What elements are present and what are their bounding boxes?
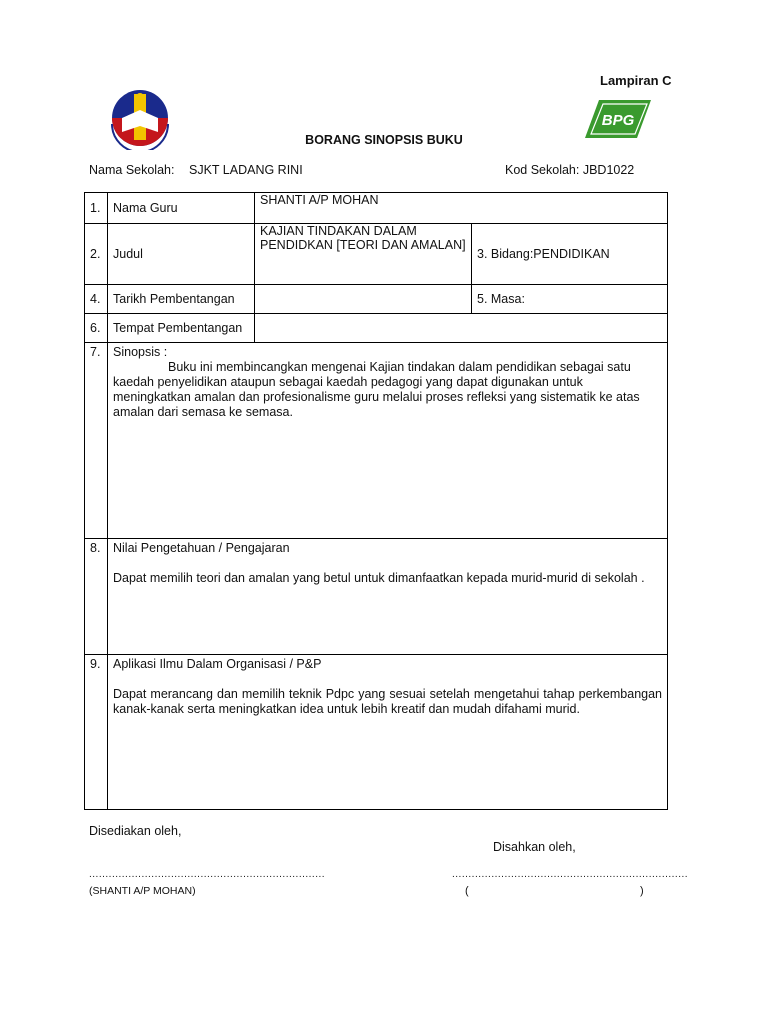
presentation-date-value <box>255 285 472 314</box>
field-value: 3. Bidang:PENDIDIKAN <box>472 224 668 285</box>
signature-line-right: ........................................................................ <box>452 869 689 880</box>
signature-line-left: ........................................................................ <box>89 869 326 880</box>
form-title: BORANG SINOPSIS BUKU <box>305 133 463 147</box>
approved-by-label: Disahkan oleh, <box>493 840 576 854</box>
synopsis-text: kaedah penyelidikan ataupun sebagai kaedah pedagogi yang dapat digunakan untuk meningkatkan amalan dan profesionalisme guru melalui proses refleksi yang sistematik ke atas amalan dari semasa ke semasa. <box>113 375 640 419</box>
row-number: 6. <box>85 314 108 343</box>
presentation-place-value <box>255 314 668 343</box>
knowledge-value-cell <box>108 539 668 655</box>
row-number: 4. <box>85 285 108 314</box>
teacher-name-value: SHANTI A/P MOHAN <box>255 193 668 224</box>
appendix-label: Lampiran C <box>600 73 672 88</box>
approver-name-open-paren: ( <box>465 885 469 897</box>
row-number: 9. <box>85 655 108 810</box>
row-number: 1. <box>85 193 108 224</box>
knowledge-application-text: Dapat merancang dan memilih teknik Pdpc yang sesuai setelah mengetahui tahap perkembangan kanak-kanak serta meningkatkan idea untuk lebih kreatif dan mudah difahami murid. <box>113 687 663 716</box>
row-label: Tarikh Pembentangan <box>108 285 255 314</box>
school-name-label: Nama Sekolah: <box>89 163 175 177</box>
approver-name-close-paren: ) <box>640 885 644 897</box>
row-label: Tempat Pembentangan <box>108 314 255 343</box>
synopsis-form-table <box>84 192 668 810</box>
row-number: 2. <box>85 224 108 285</box>
row-label: Judul <box>108 224 255 285</box>
row-label: Nama Guru <box>108 193 255 224</box>
knowledge-value-text: Dapat memilih teori dan amalan yang betul untuk dimanfaatkan kepada murid-murid di sekolah . <box>113 571 645 585</box>
prepared-by-label: Disediakan oleh, <box>89 824 182 838</box>
bpg-logo-text: BPG <box>601 112 635 129</box>
synopsis-cell <box>108 343 668 539</box>
row-synopsis <box>85 343 668 539</box>
school-name-value: SJKT LADANG RINI <box>189 163 303 177</box>
synopsis-label: Sinopsis : <box>113 345 168 359</box>
row-presentation-date <box>85 285 668 314</box>
row-knowledge-application <box>85 655 668 810</box>
knowledge-value-label: Nilai Pengetahuan / Pengajaran <box>113 541 290 555</box>
knowledge-application-label: Aplikasi Ilmu Dalam Organisasi / P&P <box>113 657 322 671</box>
synopsis-first-line: Buku ini membincangkan mengenai Kajian tindakan dalam pendidikan sebagai satu <box>168 360 631 374</box>
row-presentation-place <box>85 314 668 343</box>
book-title-value: KAJIAN TINDAKAN DALAM PENDIDKAN [TEORI DAN AMALAN] <box>255 224 472 285</box>
row-title <box>85 224 668 285</box>
preparer-name: (SHANTI A/P MOHAN) <box>89 885 196 897</box>
row-number: 8. <box>85 539 108 655</box>
row-knowledge-value <box>85 539 668 655</box>
knowledge-application-cell <box>108 655 668 810</box>
school-code: Kod Sekolah: JBD1022 <box>505 163 635 177</box>
presentation-time-label: 5. Masa: <box>472 285 668 314</box>
row-teacher-name <box>85 193 668 224</box>
row-number: 7. <box>85 343 108 539</box>
